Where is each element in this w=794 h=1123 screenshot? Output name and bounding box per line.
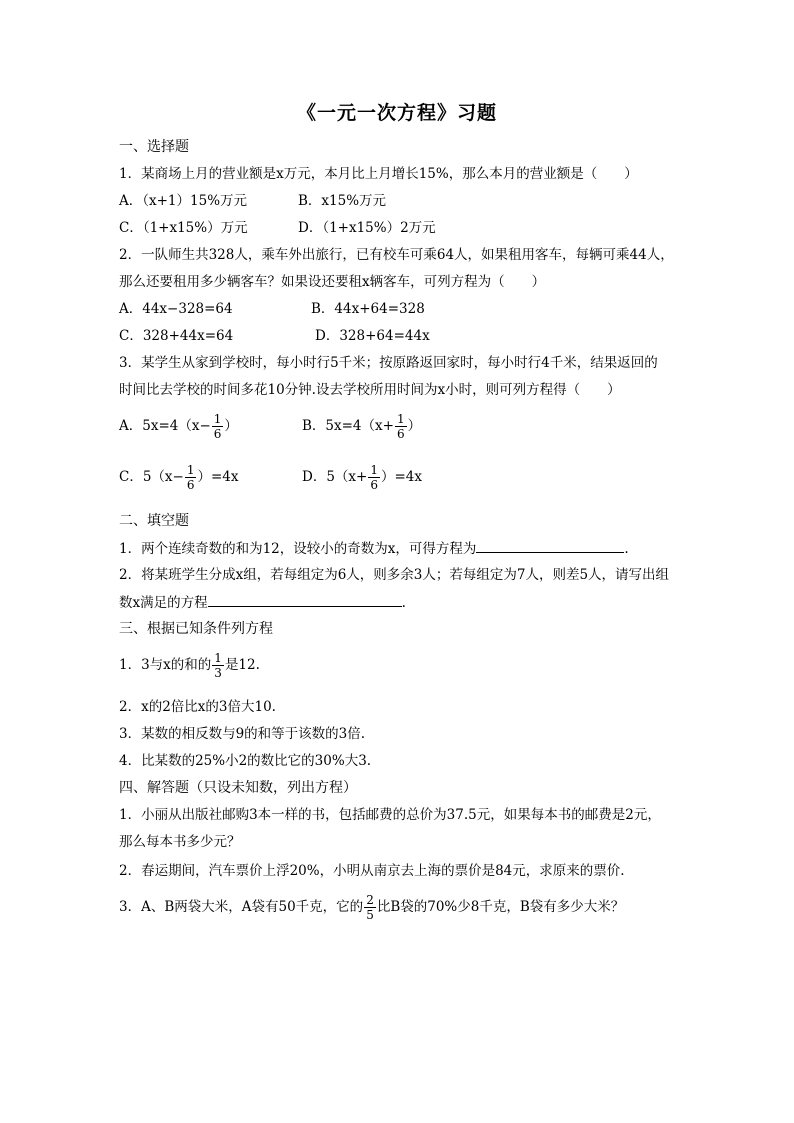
answer-blank-2[interactable] xyxy=(208,593,402,607)
q3-option-d-post: ）=4x xyxy=(380,469,422,485)
answer-blank-1[interactable] xyxy=(476,539,624,553)
q2-option-c: C．328+44x=64 xyxy=(119,328,234,344)
q3-option-c-post: ）=4x xyxy=(197,469,239,485)
question-2-stem-line2: 那么还要租用多少辆客车？如果设还要租x辆客车，可列方程为（ ） xyxy=(119,274,546,290)
fraction-numerator: 1 xyxy=(213,412,222,426)
fill-question-1-text: 1．两个连续奇数的和为12，设较小的奇数为x，可得方程为 xyxy=(119,541,477,557)
q2-option-a: A．44x−328=64 xyxy=(119,301,233,317)
fraction-numerator: 1 xyxy=(214,651,222,665)
q3-option-c xyxy=(119,463,239,492)
equation-question-1 xyxy=(119,651,260,680)
question-2-stem-line1: 2．一队师生共328人，乘车外出旅行，已有校车可乘64人，如果租用客车，每辆可乘44人， xyxy=(119,247,674,263)
fraction xyxy=(368,463,380,492)
fraction-denominator: 6 xyxy=(213,427,222,441)
solve-question-3-post: 比B袋的70%少8千克，B袋有多少大米？ xyxy=(376,899,625,915)
fraction-denominator: 3 xyxy=(214,666,222,680)
fraction xyxy=(212,412,224,441)
page-title: 《一元一次方程》习题 xyxy=(296,102,497,124)
fraction-denominator: 6 xyxy=(396,427,405,441)
equation-question-2: 2．x的2倍比x的3倍大10. xyxy=(119,699,276,715)
fraction-numerator: 1 xyxy=(186,463,195,477)
fraction-numerator: 1 xyxy=(396,412,405,426)
question-3-stem-line2: 时间比去学校的时间多花10分钟.设去学校所用时间为x小时，则可列方程得（ ） xyxy=(119,382,621,398)
equation-question-3: 3．某数的相反数与9的和等于该数的3倍. xyxy=(119,726,366,742)
solve-question-1-line2: 那么每本书多少元？ xyxy=(119,834,241,850)
fraction-numerator: 1 xyxy=(370,463,378,477)
fraction-denominator: 6 xyxy=(186,478,195,492)
fraction-numerator: 2 xyxy=(366,893,374,907)
q3-option-b-pre: B．5x=4（x+ xyxy=(302,418,394,434)
section-heading-fill: 二、填空题 xyxy=(119,513,189,529)
q1-option-a: A．（x+1）15%万元 xyxy=(119,193,248,209)
q1-option-d: D．（1+x15%）2万元 xyxy=(298,220,436,236)
q1-option-c: C．（1+x15%）万元 xyxy=(119,220,248,236)
fraction xyxy=(185,463,197,492)
q3-option-b-post: ） xyxy=(407,418,422,434)
solve-question-3 xyxy=(119,893,624,922)
equation-question-1-post: 是12. xyxy=(224,657,260,673)
q3-option-a-pre: A．5x=4（x− xyxy=(119,418,211,434)
section-heading-solve: 四、解答题（只设未知数，列出方程） xyxy=(119,780,357,796)
q2-option-b: B．44x+64=328 xyxy=(311,301,425,317)
solve-question-2: 2．春运期间，汽车票价上浮20%，小明从南京去上海的票价是84元，求原来的票价. xyxy=(119,863,625,879)
fraction xyxy=(395,412,407,441)
fill-question-1-end: . xyxy=(624,541,629,557)
fill-question-2-line1: 2．将某班学生分成x组，若每组定为6人，则多余3人；若每组定为7人，则差5人，请写出组 xyxy=(119,567,670,583)
fill-question-1 xyxy=(119,539,629,558)
section-heading-choice: 一、选择题 xyxy=(119,139,189,155)
section-heading-equation: 三、根据已知条件列方程 xyxy=(119,621,273,637)
fill-question-2-text: 数x满足的方程 xyxy=(119,595,208,611)
fraction-denominator: 6 xyxy=(370,478,378,492)
q3-option-c-pre: C．5（x− xyxy=(119,469,184,485)
solve-question-3-pre: 3．A、B两袋大米，A袋有50千克，它的 xyxy=(119,899,364,915)
question-3-stem-line1: 3．某学生从家到学校时，每小时行5千米；按原路返回家时，每小时行4千米，结果返回的 xyxy=(119,355,658,371)
q2-option-d: D．328+64=44x xyxy=(315,328,430,344)
q3-option-d xyxy=(302,463,422,492)
q3-option-b xyxy=(302,412,421,441)
q3-option-d-pre: D．5（x+ xyxy=(302,469,368,485)
fill-question-2-end: . xyxy=(401,595,406,611)
fraction-denominator: 5 xyxy=(366,908,374,922)
fill-question-2-line2 xyxy=(119,593,406,612)
q3-option-a xyxy=(119,412,238,441)
solve-question-1-line1: 1．小丽从出版社邮购3本一样的书，包括邮费的总价为37.5元，如果每本书的邮费是2元， xyxy=(119,807,661,823)
fraction xyxy=(212,651,224,680)
equation-question-1-pre: 1．3与x的和的 xyxy=(119,657,212,673)
equation-question-4: 4．比某数的25%小2的数比它的30%大3. xyxy=(119,753,372,769)
q1-option-b: B．x15%万元 xyxy=(298,193,387,209)
fraction xyxy=(364,893,376,922)
q3-option-a-post: ） xyxy=(224,418,238,434)
question-1-stem: 1．某商场上月的营业额是x万元，本月比上月增长15%，那么本月的营业额是（ ） xyxy=(119,166,638,182)
